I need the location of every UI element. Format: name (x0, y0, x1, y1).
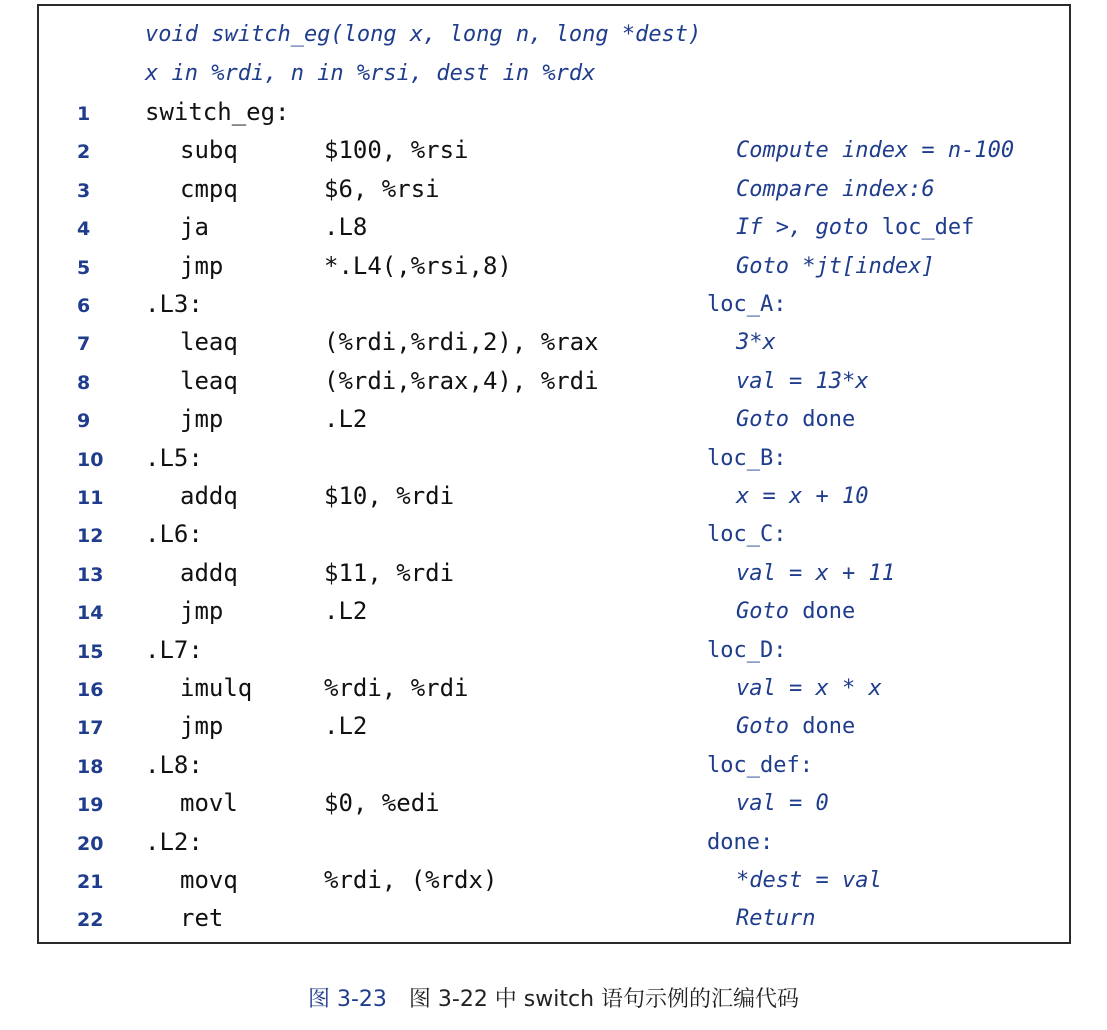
line-number: 12 (77, 525, 104, 548)
instruction-operands: $0, %edi (324, 789, 440, 818)
instruction-operands: .L2 (324, 712, 368, 741)
instruction-mnemonic: addq (180, 558, 238, 587)
code-comment (736, 407, 855, 432)
line-number: 7 (77, 333, 91, 356)
code-comment (736, 714, 855, 739)
instruction-operands: .L8 (324, 213, 368, 242)
instruction-mnemonic: movq (180, 866, 238, 894)
code-line (39, 211, 1069, 249)
figure-caption (0, 982, 1107, 1013)
line-number: 1 (77, 103, 91, 125)
line-number: 11 (77, 487, 104, 509)
code-label: .L8: (145, 750, 203, 779)
code-comment: Goto *jt[index] (736, 253, 935, 279)
line-number: 18 (77, 755, 104, 778)
instruction-operands: .L2 (324, 597, 368, 626)
line-number: 16 (77, 679, 104, 701)
instruction-mnemonic: jmp (180, 712, 224, 741)
code-line (39, 672, 1069, 710)
c-label-comment: loc_A: (707, 292, 787, 317)
code-line (39, 902, 1069, 940)
line-number: 21 (77, 871, 104, 893)
code-comment: *dest = val (736, 868, 882, 893)
line-number: 17 (77, 717, 104, 740)
code-comment (736, 215, 974, 240)
code-line (39, 826, 1069, 864)
code-comment: 3*x (736, 330, 776, 356)
code-line (39, 365, 1069, 403)
code-line (39, 787, 1069, 825)
line-number: 3 (77, 179, 91, 202)
comment-target-label: done (802, 599, 856, 625)
code-line (39, 749, 1069, 787)
code-line (39, 864, 1069, 902)
line-number: 6 (77, 295, 91, 317)
instruction-operands: %rdi, %rdi (324, 674, 469, 702)
c-label-comment: loc_B: (707, 445, 787, 471)
code-line (39, 288, 1069, 326)
instruction-operands: %rdi, (%rdx) (324, 866, 498, 894)
instruction-mnemonic: jmp (180, 251, 224, 280)
comment-text: If >, goto (736, 215, 882, 241)
line-number: 20 (77, 832, 104, 855)
line-number: 14 (77, 602, 104, 625)
code-listing-frame (37, 4, 1071, 944)
code-line (39, 595, 1069, 633)
code-line (39, 634, 1069, 672)
instruction-mnemonic: cmpq (180, 174, 238, 203)
line-number: 2 (77, 141, 91, 164)
c-label-comment: loc_def: (707, 752, 813, 778)
code-line (39, 557, 1069, 595)
code-comment (736, 599, 855, 624)
comment-text: Goto (736, 714, 803, 740)
code-line (39, 710, 1069, 748)
code-line (39, 480, 1069, 518)
instruction-mnemonic: leaq (180, 328, 238, 357)
code-line (39, 403, 1069, 441)
instruction-mnemonic: subq (180, 136, 238, 165)
code-line (39, 96, 1069, 134)
line-number: 4 (77, 218, 91, 241)
code-comment: x = x + 10 (736, 484, 869, 509)
code-comment: val = x * x (736, 676, 882, 701)
code-comment: Return (736, 906, 816, 932)
comment-text: Goto (736, 599, 803, 625)
line-number: 8 (77, 371, 91, 394)
line-number: 22 (77, 909, 104, 932)
instruction-mnemonic: jmp (180, 597, 224, 626)
instruction-mnemonic: ret (180, 904, 224, 933)
instruction-operands: *.L4(,%rsi,8) (324, 251, 512, 280)
comment-target-label: done (802, 714, 856, 740)
code-comment: Compute index = n-100 (736, 138, 1015, 164)
code-label: .L6: (145, 520, 203, 549)
register-mapping-comment: x in %rdi, n in %rsi, dest in %rdx (145, 61, 596, 86)
comment-text: Goto (736, 407, 803, 433)
code-line (39, 442, 1069, 480)
code-comment: val = 13*x (736, 368, 869, 394)
instruction-operands: .L2 (324, 405, 368, 434)
instruction-operands: $100, %rsi (324, 136, 469, 165)
instruction-mnemonic: leaq (180, 366, 238, 395)
instruction-operands: $10, %rdi (324, 482, 455, 510)
instruction-mnemonic: imulq (180, 674, 253, 702)
code-comment: val = x + 11 (736, 560, 895, 586)
line-number: 10 (77, 448, 104, 471)
code-line (39, 134, 1069, 172)
code-label: .L5: (145, 443, 203, 472)
c-label-comment: loc_C: (707, 522, 787, 548)
instruction-mnemonic: movl (180, 789, 238, 818)
instruction-mnemonic: jmp (180, 405, 224, 434)
code-label: .L3: (145, 290, 203, 318)
instruction-mnemonic: ja (180, 213, 209, 242)
instruction-operands: $6, %rsi (324, 174, 440, 203)
code-label: .L2: (145, 827, 203, 856)
code-label: switch_eg: (145, 98, 290, 126)
c-label-comment: loc_D: (707, 637, 787, 663)
c-label-comment: done: (707, 829, 774, 855)
comment-target-label: done (802, 407, 856, 433)
line-number: 19 (77, 794, 104, 817)
line-number: 15 (77, 640, 104, 663)
figure-number: 图 3-23 (307, 987, 387, 1012)
code-label: .L7: (145, 635, 203, 664)
code-line (39, 326, 1069, 364)
code-line (39, 518, 1069, 556)
code-comment: Compare index:6 (736, 176, 935, 202)
instruction-operands: (%rdi,%rax,4), %rdi (324, 366, 599, 395)
instruction-operands: $11, %rdi (324, 558, 455, 587)
line-number: 5 (77, 256, 91, 279)
instruction-mnemonic: addq (180, 482, 238, 510)
code-comment: val = 0 (736, 791, 829, 817)
code-line (39, 173, 1069, 211)
instruction-operands: (%rdi,%rdi,2), %rax (324, 328, 599, 357)
code-line (39, 250, 1069, 288)
function-signature-comment: void switch_eg(long x, long n, long *dest) (145, 22, 702, 47)
comment-target-label: loc_def (881, 215, 975, 241)
caption-text: 图 3-22 中 switch 语句示例的汇编代码 (408, 987, 800, 1012)
line-number: 9 (77, 410, 91, 433)
line-number: 13 (77, 563, 104, 586)
